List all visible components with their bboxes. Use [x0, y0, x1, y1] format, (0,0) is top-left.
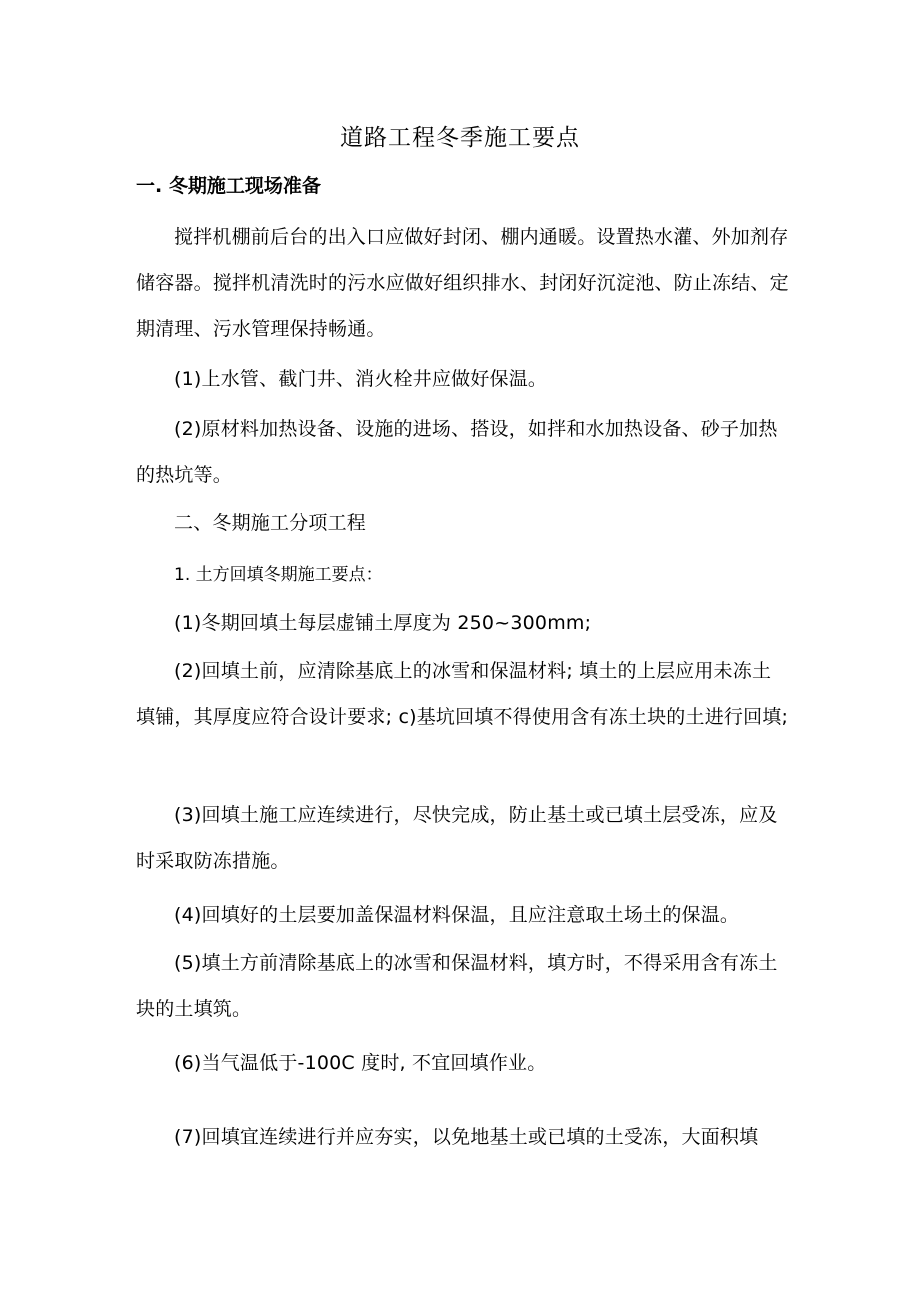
- paragraph-fill-6: (6)当气温低于-100C 度时, 不宜回填作业。: [174, 1052, 547, 1074]
- paragraph-fill-1: (1)冬期回填土每层虚铺土厚度为 250~300mm;: [174, 612, 592, 634]
- subsection-heading-backfill: 1. 土方回填冬期施工要点：: [174, 565, 383, 585]
- paragraph-fill-3: (3)回填土施工应连续进行，尽快完成，防止基土或已填土层受冻，应及时采取防冻措施。: [136, 804, 778, 872]
- paragraph-prep-2: (2)原材料加热设备、设施的进场、搭设，如拌和水加热设备、砂子加热的热坑等。: [136, 418, 778, 486]
- page-title: 道路工程冬季施工要点: [340, 125, 580, 151]
- section-heading-preparation: 一. 冬期施工现场准备: [136, 175, 321, 197]
- paragraph-fill-5: (5)填土方前清除基底上的冰雪和保温材料，填方时，不得采用含有冻土块的土填筑。: [136, 952, 778, 1020]
- paragraph-fill-2: (2)回填土前，应清除基底上的冰雪和保温材料; 填土的上层应用未冻土填铺，其厚度应符合设计要求; c)基坑回填不得使用含有冻土块的土进行回填;: [136, 660, 789, 728]
- section-heading-subworks: 二、冬期施工分项工程: [174, 512, 367, 534]
- paragraph-fill-7: (7)回填宜连续进行并应夯实，以免地基土或已填的土受冻，大面积填: [174, 1126, 759, 1148]
- paragraph-fill-4: (4)回填好的土层要加盖保温材料保温，且应注意取土场土的保温。: [174, 904, 740, 926]
- paragraph-prep-1: (1)上水管、截门井、消火栓井应做好保温。: [174, 368, 548, 390]
- paragraph-intro: 搅拌机棚前后台的出入口应做好封闭、棚内通暖。设置热水灌、外加剂存储容器。搅拌机清洗时的污水应做好组织排水、封闭好沉淀池、防止冻结、定期清理、污水管理保持畅通。: [136, 226, 789, 340]
